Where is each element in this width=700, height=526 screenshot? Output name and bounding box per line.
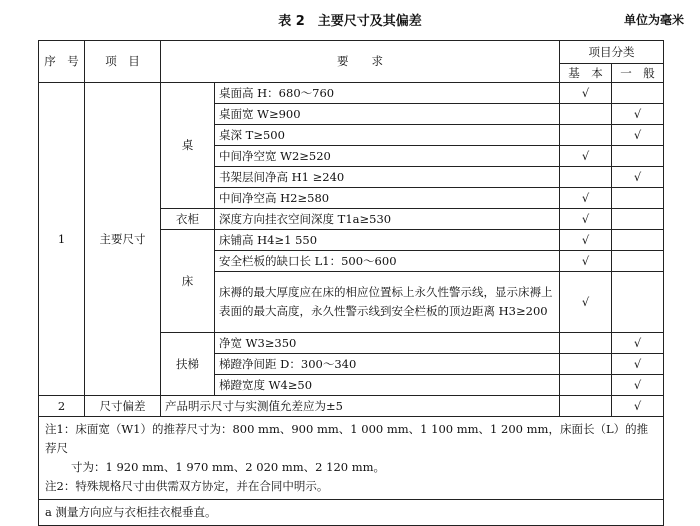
basic-mark [560,125,612,146]
basic-mark: √ [560,188,612,209]
requirement-text: 桌面宽 W≥900 [215,104,560,125]
header-requirement: 要 求 [161,41,560,83]
general-mark: √ [612,167,664,188]
general-mark: √ [612,104,664,125]
requirement-text [215,83,560,104]
general-mark [612,230,664,251]
header-basic: 基 本 [560,64,612,83]
dimensions-table [38,40,664,526]
general-mark: √ [612,354,664,375]
basic-mark: √ [560,209,612,230]
requirement-text: 中间净空高 H2≥580 [215,188,560,209]
subgroup-bed: 床 [161,230,215,333]
general-mark [612,83,664,104]
general-mark [612,272,664,333]
header-seq: 序 号 [39,41,85,83]
header-category: 项目分类 [560,41,664,64]
basic-mark: √ [560,146,612,167]
basic-mark: √ [560,230,612,251]
header-row [39,41,664,64]
unit-label: 单位为毫米 [623,13,684,27]
basic-mark [560,333,612,354]
notes-row [39,417,664,500]
general-mark [612,209,664,230]
group1-name: 主要尺寸 [85,83,161,396]
requirement-text: 书架层间净高 H1 ≥240 [215,167,560,188]
general-mark: √ [612,333,664,354]
basic-mark: √ [560,83,612,104]
requirement-text: 产品明示尺寸与实测值允差应为±5 [161,396,560,417]
requirement-text: 梯蹬宽度 W4≥50 [215,375,560,396]
basic-mark [560,396,612,417]
table-title: 表 2 主要尺寸及其偏差 [278,14,422,29]
note-2: 注2：特殊规格尺寸由供需双方协定，并在合同中明示。 [45,479,329,493]
requirement-text: 安全栏板的缺口长 L1：500～600 [215,251,560,272]
note-1 [45,422,657,477]
subgroup-wardrobe: 衣柜 [161,209,215,230]
general-mark: √ [612,375,664,396]
requirement-text: 床褥的最大厚度应在床的相应位置标上永久性警示线，显示床褥上表面的最大高度，永久性警示线到安全栏板的顶边距离 H3≥200 [215,272,560,333]
requirement-text: 床铺高 H4≥1 550 [215,230,560,251]
basic-mark: √ [560,251,612,272]
requirement-text: 中间净空宽 W2≥520 [215,146,560,167]
subgroup-ladder: 扶梯 [161,333,215,396]
table-caption [0,8,700,30]
general-mark: √ [612,396,664,417]
group2-name: 尺寸偏差 [85,396,161,417]
requirement-text: 桌深 T≥500 [215,125,560,146]
basic-mark [560,354,612,375]
req-desk-height: 桌面高 H：680～760 [219,85,335,100]
general-mark [612,251,664,272]
footnote-cell: a 测量方向应与衣柜挂衣棍垂直。 [39,500,664,526]
group2-seq: 2 [39,396,85,417]
basic-mark [560,375,612,396]
header-item: 项 目 [85,41,161,83]
requirement-text: 梯蹬净间距 D：300～340 [215,354,560,375]
basic-mark [560,104,612,125]
basic-mark [560,167,612,188]
table-row [39,396,664,417]
requirement-text: 净宽 W3≥350 [215,333,560,354]
general-mark [612,188,664,209]
footnote-row [39,500,664,526]
table-row [39,83,664,104]
general-mark [612,146,664,167]
group1-seq: 1 [39,83,85,396]
note-1-line-b: 寸为：1 920 mm、1 970 mm、2 020 mm、2 120 mm。 [71,460,386,474]
basic-mark: √ [560,272,612,333]
note-1-line-a: 注1：床面宽（W1）的推荐尺寸为：800 mm、900 mm、1 000 mm、1 100 mm、1 200 mm，床面长（L）的推荐尺 [45,422,649,455]
notes-cell [39,417,664,500]
requirement-text: 深度方向挂衣空间深度 T1a≥530 [215,209,560,230]
subgroup-desk: 桌 [161,83,215,209]
header-general: 一 般 [612,64,664,83]
general-mark: √ [612,125,664,146]
